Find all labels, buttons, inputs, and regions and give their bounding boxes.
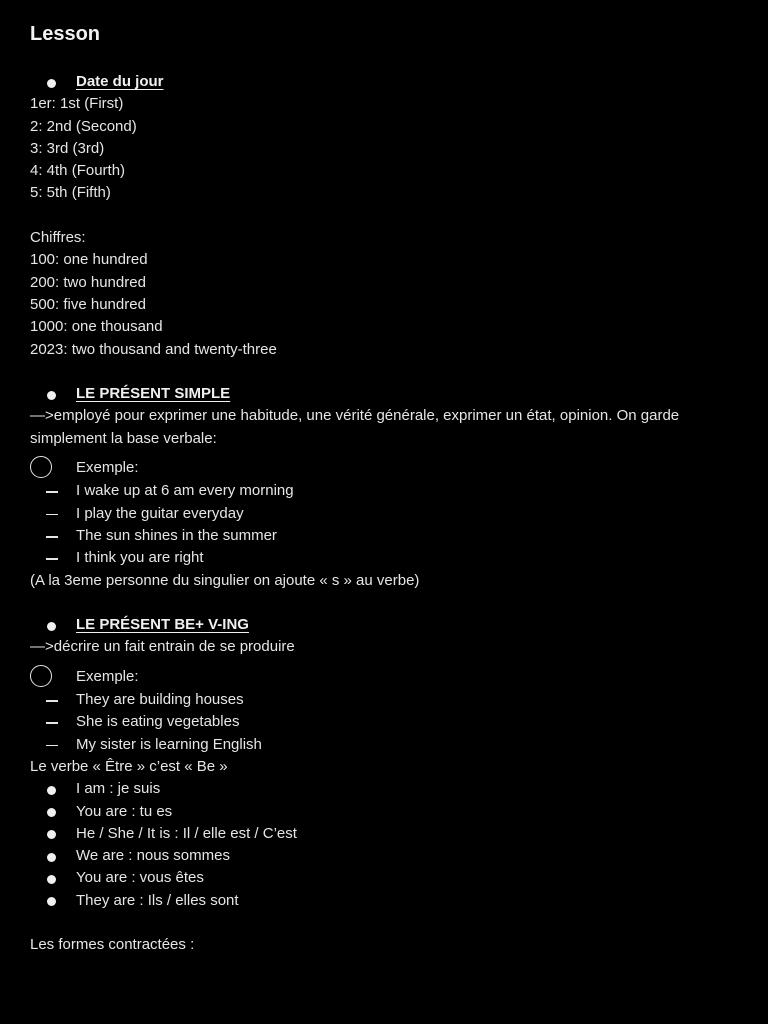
conjugation-item [30,801,744,823]
checklist-item-example[interactable] [30,665,744,689]
conjugation-item [30,778,744,800]
conjugation-item [30,845,744,867]
bullet-icon [47,875,56,884]
text-line: 500: five hundred [30,295,146,313]
example-text: She is eating vegetables [76,713,240,731]
dash-item [30,547,744,569]
section-heading-date: Date du jour [76,73,164,90]
conjugation-text: I am : je suis [76,780,161,798]
checkbox-circle-icon[interactable] [30,665,52,687]
example-text: I wake up at 6 am every morning [76,482,294,500]
dash-icon [46,536,58,538]
dash-item [30,711,744,733]
note-text: (A la 3eme personne du singulier on ajoute « s » au verbe) [30,571,420,589]
bullet-present-be-ving [30,614,744,636]
bullet-icon [47,79,56,88]
text-line: 1000: one thousand [30,318,163,336]
blank-line [30,205,744,227]
conjugation-text: You are : tu es [76,802,173,820]
dash-icon [46,700,58,702]
text-line: 100: one hundred [30,251,148,269]
bullet-present-simple [30,383,744,405]
dash-item [30,734,744,756]
text-line: 200: two hundred [30,273,146,291]
blank-line [30,912,744,934]
bullet-icon [47,786,56,795]
chiffres-label: Chiffres: [30,229,86,247]
dash-item [30,689,744,711]
dash-icon [46,722,58,724]
conjugation-item [30,867,744,889]
dash-icon [46,558,58,560]
blank-line [30,592,744,614]
example-text: I think you are right [76,549,204,567]
bullet-icon [47,853,56,862]
verb-line: Le verbe « Être » c’est « Be » [30,757,228,775]
bullet-date-du-jour [30,71,744,93]
conjugation-item [30,823,744,845]
section-heading-present-be-ving: LE PRÉSENT BE+ V-ING [76,616,249,634]
note-title: Lesson [30,23,101,45]
example-text: The sun shines in the summer [76,526,277,544]
text-line: 4: 4th (Fourth) [30,162,126,180]
checkbox-circle-icon[interactable] [30,456,52,478]
dash-icon [46,491,58,493]
bullet-icon [47,808,56,817]
dash-icon [46,514,58,516]
example-text: They are building houses [76,691,244,709]
text-line: 3: 3rd (3rd) [30,139,105,157]
note-page [30,22,744,957]
example-text: I play the guitar everyday [76,504,244,522]
text-line: 2: 2nd (Second) [30,117,137,135]
conjugation-text: We are : nous sommes [76,847,230,865]
conjugation-item [30,890,744,912]
dash-item [30,525,744,547]
text-line: 2023: two thousand and twenty-three [30,340,277,358]
text-line: 1er: 1st (First) [30,95,124,113]
checklist-item-example[interactable] [30,456,744,480]
example-text: My sister is learning English [76,735,262,753]
example-label: Exemple: [76,459,139,477]
conjugation-text: You are : vous êtes [76,869,204,887]
footer-line: Les formes contractées : [30,936,195,954]
bullet-icon [47,897,56,906]
bullet-icon [47,391,56,400]
description-text: —>décrire un fait entrain de se produire [30,638,295,656]
dash-item [30,480,744,502]
bullet-icon [47,830,56,839]
conjugation-text: He / She / It is : Il / elle est / C’est [76,824,297,842]
conjugation-text: They are : Ils / elles sont [76,891,239,909]
example-label: Exemple: [76,667,139,685]
dash-item [30,503,744,525]
description-text: —>employé pour exprimer une habitude, une vérité générale, exprimer un état, opinion. On garde simplement la base verbale: [30,407,680,447]
dash-icon [46,745,58,747]
blank-line [30,361,744,383]
text-line: 5: 5th (Fifth) [30,184,111,202]
section-heading-present-simple: LE PRÉSENT SIMPLE [76,385,231,403]
bullet-icon [47,622,56,631]
